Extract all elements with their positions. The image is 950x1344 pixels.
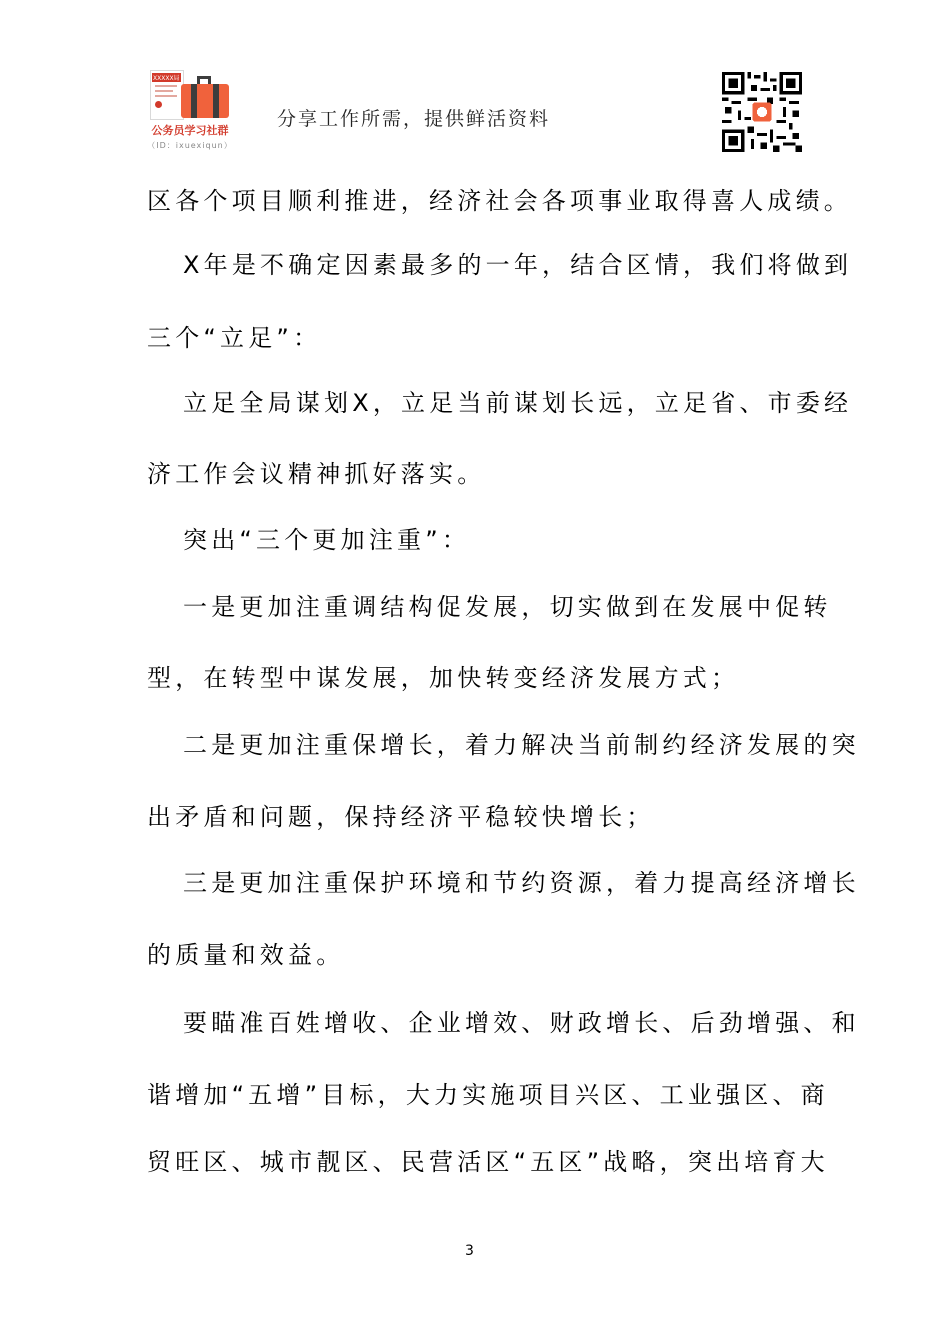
body-line: X年是不确定因素最多的一年，结合区情，我们将做到 <box>183 251 853 279</box>
body-line: 型，在转型中谋发展，加快转变经济发展方式； <box>147 664 740 692</box>
body-line: 三是更加注重保护环境和节约资源，着力提高经济增长 <box>183 869 860 897</box>
body-line: 三个“立足”： <box>147 324 322 352</box>
body-line: 贸旺区、城市靓区、民营活区“五区”战略，突出培育大 <box>147 1148 829 1176</box>
document-icon <box>150 70 184 120</box>
seal-icon <box>155 101 162 108</box>
logo-badge: XXXXX局 <box>153 75 180 82</box>
logo-name: 公务员学习社群 <box>151 124 229 137</box>
body-line: 区各个项目顺利推进，经济社会各项事业取得喜人成绩。 <box>147 187 852 215</box>
body-line: 出矛盾和问题，保持经济平稳较快增长； <box>147 803 655 831</box>
body-line: 要瞄准百姓增收、企业增效、财政增长、后劲增强、和 <box>183 1009 860 1037</box>
header-slogan: 分享工作所需，提供鲜活资料 <box>277 108 551 130</box>
community-logo <box>145 70 235 156</box>
body-line: 二是更加注重保增长，着力解决当前制约经济发展的突 <box>183 731 860 759</box>
body-line: 的质量和效益。 <box>147 941 345 969</box>
body-line: 立足全局谋划X，立足当前谋划长远，立足省、市委经 <box>183 389 853 417</box>
body-line: 谐增加“五增”目标，大力实施项目兴区、工业强区、商 <box>147 1081 829 1109</box>
body-line: 济工作会议精神抓好落实。 <box>147 460 486 488</box>
qr-code-icon <box>722 72 802 152</box>
body-line: 突出“三个更加注重”： <box>183 526 471 554</box>
briefcase-icon <box>181 84 229 118</box>
page-header <box>0 0 950 170</box>
body-line: 一是更加注重调结构促发展，切实做到在发展中促转 <box>183 593 832 621</box>
logo-id: （ID：ixuexiqun） <box>147 141 233 150</box>
page-number: 3 <box>465 1243 474 1259</box>
